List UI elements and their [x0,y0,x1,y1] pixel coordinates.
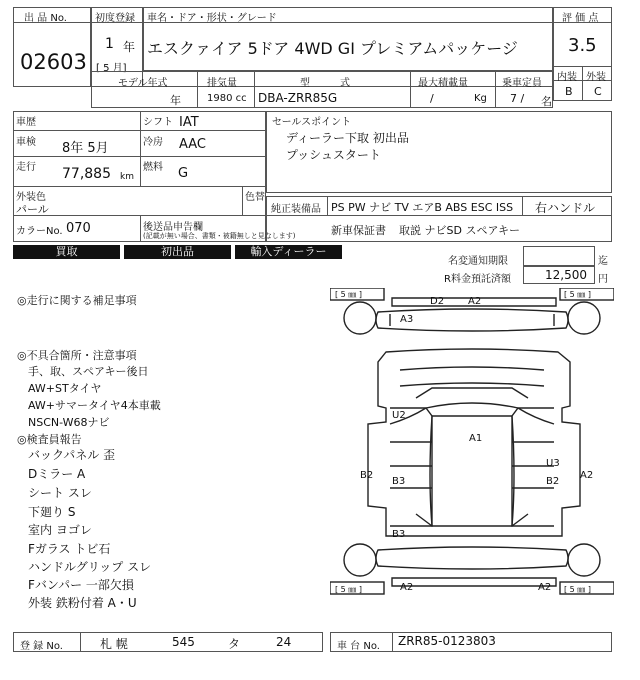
inspection-label: 車検 [16,137,36,148]
defect-item: AW+STタイヤ [28,382,102,395]
buy-button[interactable]: 買取 [13,245,120,259]
name-change-box [523,246,595,266]
damage-mark: U2 [392,410,406,421]
damage-mark: A2 [468,296,482,307]
inspector-item: Dミラー A [28,467,86,481]
color-value: パール [16,203,49,216]
sales-point-line-1: ディーラー下取 初出品 [286,131,409,145]
damage-mark: B2 [360,470,374,481]
registration-label: 登 録 No. [20,641,63,652]
damage-mark: D2 [430,296,445,307]
manual-value: 取説 ナビSD スペアキー [399,224,521,237]
tire-depth-top-left: [ 5 ㎜ ] [335,290,362,299]
first-reg-month: [ 5 月] [96,63,127,74]
damage-mark: A3 [400,314,414,325]
lot-number: 02603 [20,50,87,74]
fuel-label: 燃料 [143,162,163,173]
registration-kana: タ [228,637,241,651]
exterior-grade: C [594,85,602,98]
inspector-item: 下廻り S [28,505,76,519]
damage-mark: U3 [546,458,560,469]
defect-item: NSCN-W68ナビ [28,416,110,429]
damage-mark: A2 [538,582,552,593]
model-label: 車名・ドア・形状・グレード [147,13,277,24]
inspector-item: Fガラス トビ石 [28,542,111,556]
equipment-value: PS PW ナビ TV エアB ABS ESC ISS [331,201,514,214]
ac-value: AAC [179,137,206,152]
damage-mark: B3 [392,476,406,487]
damage-mark: B2 [546,476,560,487]
chassis-label: 車 台 No. [337,641,380,652]
displacement-value: 1980 cc [207,93,247,104]
ac-label: 冷房 [143,137,163,148]
type-label: 型 式 [300,78,350,89]
mileage-unit: km [120,172,134,182]
type-value: DBA-ZRR85G [258,91,338,105]
defect-item: AW+サマータイヤ4本車載 [28,399,161,412]
damage-mark: A2 [400,582,414,593]
fuel-value: G [178,166,189,181]
score-label: 評 価 点 [562,13,599,24]
model-year-label: モデル年式 [118,78,168,89]
registration-class: 545 [172,635,195,649]
inspector-item: シート スレ [28,486,92,500]
inspector-item: 室内 ヨゴレ [28,523,92,537]
history-label: 車歴 [16,117,36,128]
recolor-label: 色替 [245,192,265,203]
color-no-label: カラーNo. [16,226,63,237]
score-value: 3.5 [568,35,597,56]
inspector-title: ◎検査員報告 [17,433,82,446]
inspector-item: ハンドルグリップ スレ [28,560,152,574]
defect-item: 手、取、スペアキー後日 [28,365,149,378]
handle-value: 右ハンドル [535,201,596,215]
max-load-label: 最大積載量 [418,78,468,89]
exterior-label: 外装 [586,72,606,83]
registration-city: 札 幌 [100,637,128,651]
model-name: エスクァイア 5ドア 4WD GI プレミアムパッケージ [147,39,518,58]
color-label: 外装色 [16,192,46,203]
warranty-label: 新車保証書 [331,224,386,237]
capacity-unit: 名 [541,95,552,108]
max-load-value: / [430,92,434,105]
defects-title: ◎不具合箇所・注意事項 [17,349,137,362]
chassis-value: ZRR85-0123803 [398,634,496,648]
interior-label: 内装 [557,72,577,83]
tire-depth-top-right: [ 5 ㎜ ] [564,290,591,299]
inspector-item: バックパネル 歪 [28,448,116,462]
driving-notes-title: ◎走行に関する補足事項 [17,294,137,307]
damage-mark: B3 [392,529,406,540]
recycle-label: R料金預託済額 [444,274,511,285]
interior-grade: B [565,85,573,98]
displacement-label: 排気量 [207,78,237,89]
damage-mark: A1 [469,433,483,444]
lot-label: 出 品 No. [24,13,67,24]
registration-number: 24 [276,635,292,649]
name-change-unit: 迄 [598,256,608,267]
tire-depth-bottom-left: [ 5 ㎜ ] [335,585,362,594]
color-no-value: 070 [66,221,91,236]
first-reg-year-unit: 年 [123,40,136,54]
first-reg-year: 1 [105,36,114,52]
after-note: (記載が無い場合、書類・被籍無しと見なします) [143,232,296,240]
inspector-item: Fバンパー 一部欠損 [28,578,134,592]
inspector-item: 外装 鉄粉付着 A・U [28,596,137,610]
sales-point-line-2: プッシュスタート [286,148,381,162]
inspection-value: 8年 5月 [62,141,109,156]
first-listing-button[interactable]: 初出品 [124,245,231,259]
max-load-unit: Kg [474,93,487,104]
recycle-unit: 円 [598,274,608,285]
capacity-value: 7 / [510,92,525,105]
sales-point-label: セールスポイント [272,117,352,128]
import-dealer-button[interactable]: 輸入ディーラー [235,245,342,259]
equipment-label: 純正装備品 [271,204,321,215]
name-change-label: 名変通知期限 [448,256,508,267]
capacity-label: 乗車定員 [502,78,542,89]
after-label: 後送品申告欄 [143,222,203,233]
shift-label: シフト [143,117,173,128]
damage-mark: A2 [580,470,594,481]
car-damage-diagram [330,288,614,602]
model-year-value: 年 [170,94,181,107]
tire-depth-bottom-right: [ 5 ㎜ ] [564,585,591,594]
mileage-label: 走行 [16,162,36,173]
recycle-value: 12,500 [545,268,587,282]
shift-value: IAT [179,115,199,130]
mileage-value: 77,885 [62,166,111,182]
first-reg-label: 初度登録 [95,13,135,24]
